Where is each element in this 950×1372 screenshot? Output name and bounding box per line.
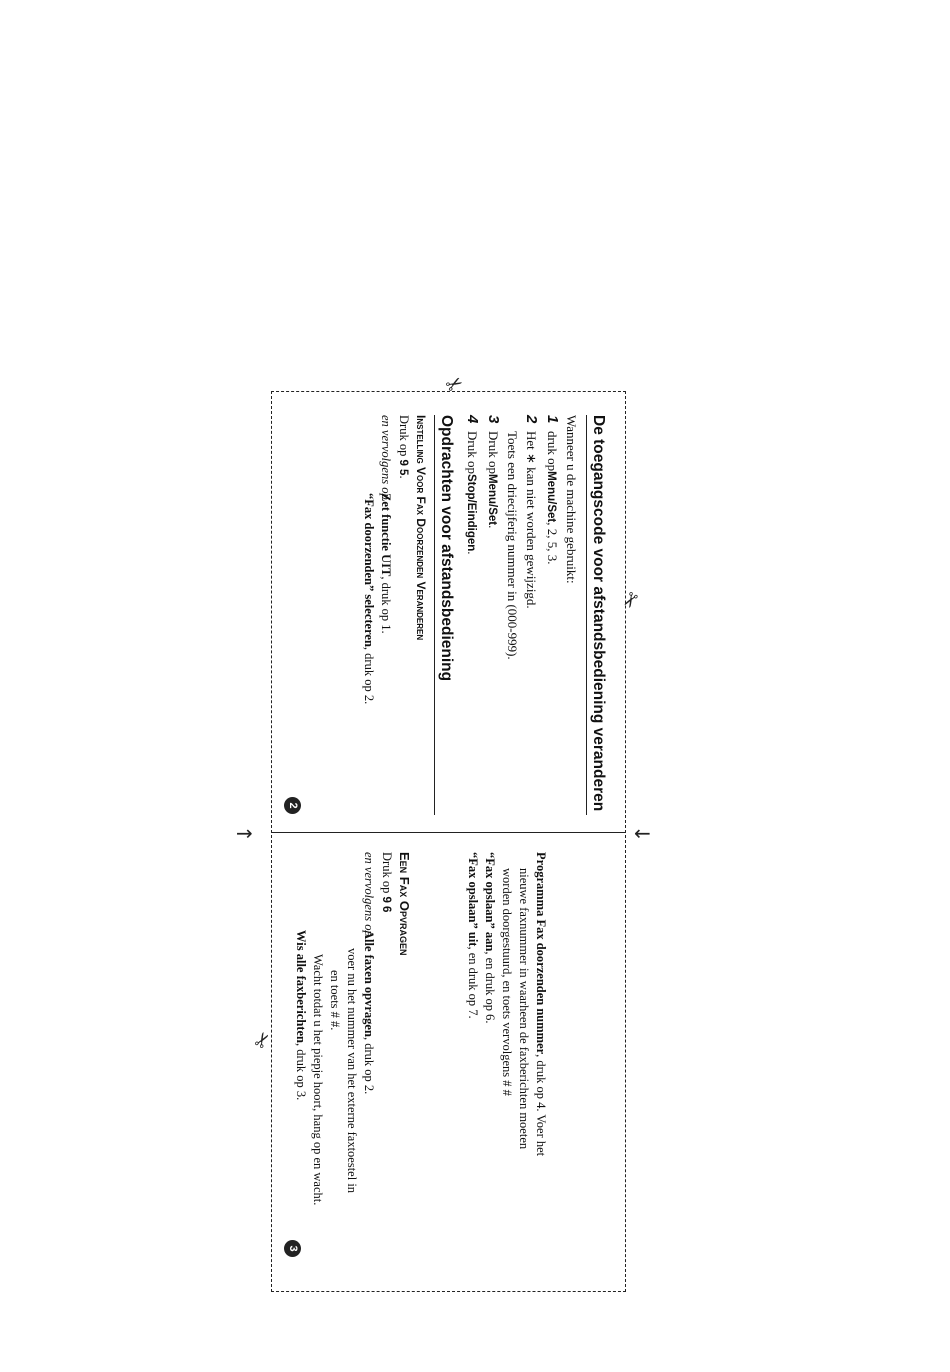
panel-page-2 xyxy=(277,415,607,815)
intro-text: Wanneer u de machine gebruikt: xyxy=(564,415,579,584)
step-1: 1 druk op Menu/Set , 2, 5, 3. xyxy=(544,415,561,565)
step-2-sub: Toets een driecijferig nummer in (000-999). xyxy=(505,431,520,660)
retrieve-line-3: en toets # #. xyxy=(328,970,342,1031)
program-forward-line-3: worden doorgestuurd, en toets vervolgens # # xyxy=(500,868,514,1096)
press-line: Druk op 9 6 xyxy=(380,852,394,913)
panel-page-3 xyxy=(277,852,607,1272)
heading-remote-commands: Opdrachten voor afstandsbediening xyxy=(434,415,455,815)
fold-line xyxy=(271,832,626,833)
option-row-2: “Fax doorzenden” selecteren, druk op 2. xyxy=(362,493,376,705)
store-on-line: “Fax opslaan” aan, en druk op 6. xyxy=(483,852,497,1024)
store-off-line: “Fax opslaan” uit, en druk op 7. xyxy=(466,852,480,1019)
program-forward-line-2: nieuwe faxnummer in waarheen de faxberichten moeten xyxy=(517,868,531,1150)
press-line: Druk op 9 5. xyxy=(397,415,411,479)
option-row-1: en vervolgens op Zet functie UIT, druk op 1. xyxy=(379,415,393,634)
step-2: 2 Het ∗ kan niet worden gewijzigd. xyxy=(523,415,540,609)
retrieve-line-2: voer nu het nummer van het externe faxtoestel in xyxy=(345,948,359,1194)
scissors-icon: ✂ xyxy=(247,1026,277,1054)
page-number-badge: 2 xyxy=(284,797,301,814)
arrow-left-icon: ← xyxy=(634,821,651,845)
retrieve-line-4: Wacht totdat u het piepje hoort, hang op en wacht. xyxy=(311,954,325,1206)
program-forward-line: Programma Fax doorzenden nummer, druk op 4. Voer het xyxy=(534,852,548,1157)
scissors-icon: ✂ xyxy=(441,369,468,399)
page-number-badge: 3 xyxy=(284,1240,301,1257)
heading-access-code: De toegangscode voor afstandsbediening veranderen xyxy=(586,415,607,815)
step-4: 4 Druk op Stop/Eindigen . xyxy=(464,415,481,555)
arrow-right-icon: → xyxy=(236,821,253,845)
step-3: 3 Druk op Menu/Set . xyxy=(485,415,502,529)
section-retrieve-fax: Een Fax Opvragen xyxy=(397,852,412,956)
scissors-icon: ✂ xyxy=(615,586,645,614)
section-fax-forwarding: Instelling Voor Fax Doorzenden Veranderen xyxy=(414,415,428,641)
erase-all-row: Wis alle faxberichten, druk op 3. xyxy=(294,930,308,1101)
retrieve-all-row: en vervolgens op Alle faxen opvragen, druk op 2. xyxy=(362,852,376,1095)
